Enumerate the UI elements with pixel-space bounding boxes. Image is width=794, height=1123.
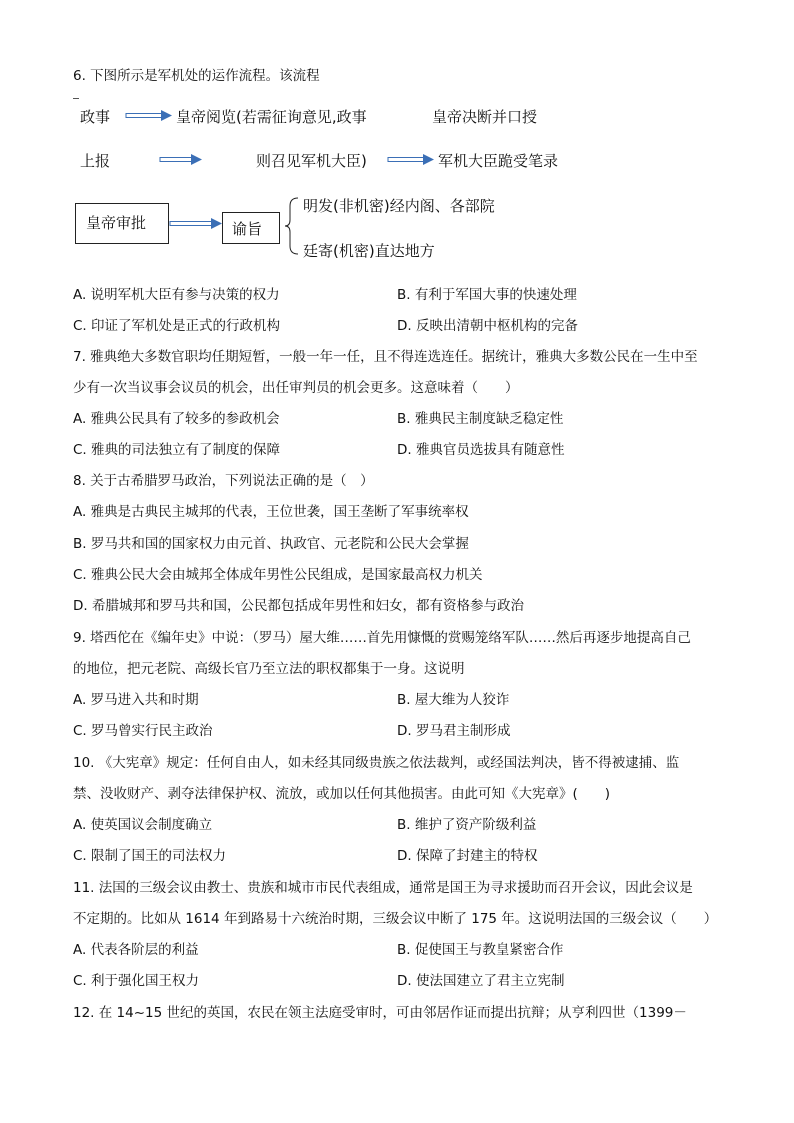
q9-stem-line-1: 9. 塔西佗在《编年史》中说：（罗马）屋大维……首先用慷慨的赏赐笼络军队……然后再逐步地提高自己	[73, 630, 691, 646]
margin-mark	[73, 98, 79, 99]
q7-option-d: D. 雅典官员选拔具有随意性	[397, 442, 565, 458]
diagram-shenpi: 皇帝审批	[86, 214, 147, 232]
q8-option-b: B. 罗马共和国的国家权力由元首、执政官、元老院和公民大会掌握	[73, 536, 469, 552]
diagram-mingfa: 明发(非机密)经内阁、各部院	[303, 197, 495, 215]
q10-option-a: A. 使英国议会制度确立	[73, 817, 213, 833]
q10-stem-line-1: 10. 《大宪章》规定：任何自由人，如未经其同级贵族之依法裁判，或经国法判决，皆不得被逮捕、监	[73, 755, 680, 771]
q10-option-c: C. 限制了国王的司法权力	[73, 848, 227, 864]
diagram-box-shenpi	[75, 203, 169, 244]
q11-option-d: D. 使法国建立了君主立宪制	[397, 973, 565, 989]
q9-stem-line-2: 的地位，把元老院、高级长官乃至立法的职权都集于一身。这说明	[73, 661, 465, 677]
diagram-zhengshi: 政事	[80, 108, 111, 126]
q7-option-a: A. 雅典公民具有了较多的参政机会	[73, 411, 280, 427]
q8-stem: 8. 关于古希腊罗马政治，下列说法正确的是（ ）	[73, 473, 374, 489]
q8-option-a: A. 雅典是古典民主城邦的代表，王位世袭，国王垄断了军事统率权	[73, 504, 469, 520]
diagram-box-yuzhi	[222, 212, 280, 244]
arrow-right-icon	[170, 218, 222, 230]
arrow-right-icon	[388, 154, 434, 166]
q7-stem-line-2: 少有一次当议事会议员的机会，出任审判员的机会更多。这意味着（ ）	[73, 380, 519, 396]
q9-option-d: D. 罗马君主制形成	[397, 723, 511, 739]
q6-option-c: C. 印证了军机处是正式的行政机构	[73, 318, 281, 334]
q9-option-c: C. 罗马曾实行民主政治	[73, 723, 213, 739]
q10-option-b: B. 维护了资产阶级利益	[397, 817, 537, 833]
q12-stem-line-1: 12. 在 14~15 世纪的英国，农民在领主法庭受审时，可由邻居作证而提出抗辩；从亨利四世（1399－	[73, 1005, 687, 1021]
q11-option-a: A. 代表各阶层的利益	[73, 942, 199, 958]
q11-stem-line-2: 不定期的。比如从 1614 年到路易十六统治时期，三级会议中断了 175 年。这说明法国的三级会议（ ）	[73, 911, 718, 927]
q7-option-c: C. 雅典的司法独立有了制度的保障	[73, 442, 281, 458]
diagram-shangbao: 上报	[80, 152, 111, 170]
q7-option-b: B. 雅典民主制度缺乏稳定性	[397, 411, 564, 427]
q11-option-c: C. 利于强化国王权力	[73, 973, 200, 989]
q9-option-b: B. 屋大维为人狡诈	[397, 692, 510, 708]
diagram-zhaojian: 则召见军机大臣)	[256, 152, 367, 170]
q10-stem-line-2: 禁、没收财产、剥夺法律保护权、流放，或加以任何其他损害。由此可知《大宪章》( )	[73, 786, 611, 802]
q8-option-c: C. 雅典公民大会由城邦全体成年男性公民组成，是国家最高权力机关	[73, 567, 483, 583]
diagram-bilu: 军机大臣跪受笔录	[438, 152, 559, 170]
q11-option-b: B. 促使国王与教皇紧密合作	[397, 942, 564, 958]
q7-stem-line-1: 7. 雅典绝大多数官职均任期短暂，一般一年一任，且不得连选连任。据统计，雅典大多数公民在一生中至	[73, 349, 698, 365]
diagram-juekou: 皇帝决断并口授	[432, 108, 538, 126]
q9-option-a: A. 罗马进入共和时期	[73, 692, 199, 708]
q6-option-b: B. 有利于军国大事的快速处理	[397, 287, 577, 303]
brace-icon	[284, 196, 300, 256]
diagram-tingji: 廷寄(机密)直达地方	[303, 242, 435, 260]
diagram-yuzhi: 谕旨	[232, 220, 263, 238]
q6-option-d: D. 反映出清朝中枢机构的完备	[397, 318, 578, 334]
arrow-right-icon	[126, 110, 172, 122]
q10-option-d: D. 保障了封建主的特权	[397, 848, 538, 864]
diagram-yuelan: 皇帝阅览(若需征询意见,政事	[176, 108, 367, 126]
q11-stem-line-1: 11. 法国的三级会议由教士、贵族和城市市民代表组成，通常是国王为寻求援助而召开会议，因此会议是	[73, 880, 693, 896]
q8-option-d: D. 希腊城邦和罗马共和国，公民都包括成年男性和妇女，都有资格参与政治	[73, 598, 524, 614]
q6-option-a: A. 说明军机大臣有参与决策的权力	[73, 287, 280, 303]
arrow-right-icon	[160, 154, 202, 166]
q6-stem: 6. 下图所示是军机处的运作流程。该流程	[73, 68, 320, 84]
